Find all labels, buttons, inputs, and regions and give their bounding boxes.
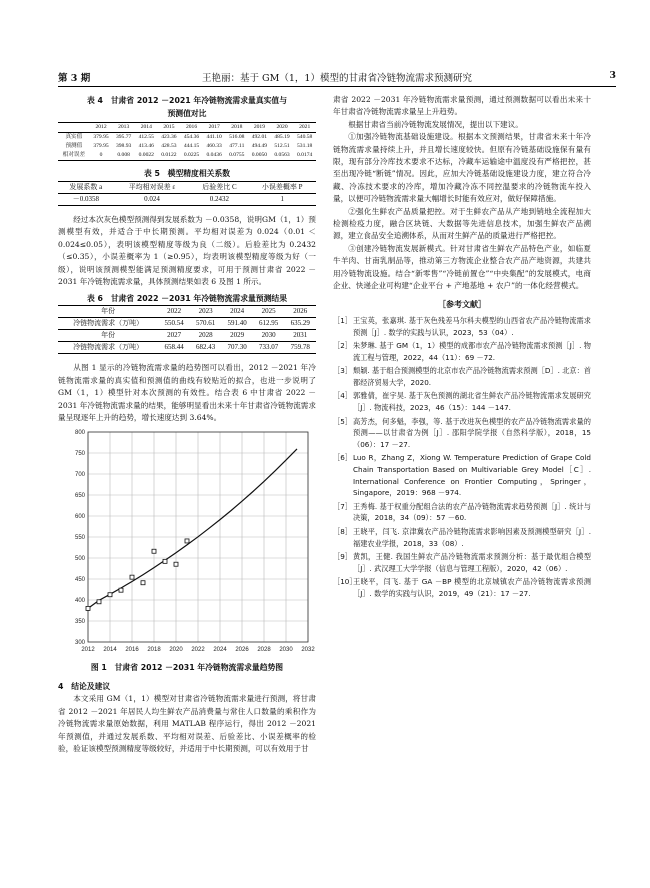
column-header: 平均相对误差 ε <box>128 183 176 191</box>
table5-header-row <box>58 182 316 194</box>
table-cell: 591.40 <box>227 319 247 328</box>
table4-year: 2014 <box>140 124 152 130</box>
x-tick-label: 2028 <box>257 647 271 654</box>
reference-number: ［2］ <box>333 341 352 351</box>
row-label: 冷链物流需求（万吨） <box>73 319 144 328</box>
table-row <box>58 151 316 161</box>
reference-number: ［9］ <box>333 552 352 562</box>
table-cell: 0.0174 <box>296 152 313 158</box>
table-cell: 441.10 <box>206 134 222 140</box>
y-tick-label: 800 <box>74 430 85 437</box>
running-title: 王艳丽：基于 GM（1，1）模型的甘肃省冷链物流需求预测研究 <box>202 73 472 84</box>
table-cell: 540.58 <box>296 134 313 140</box>
table-cell: 516.08 <box>229 134 245 140</box>
table6-year-row <box>58 306 316 318</box>
table-cell: 635.29 <box>290 319 310 328</box>
left-column <box>58 94 316 755</box>
table-cell: 0.0225 <box>183 152 200 158</box>
reference-item <box>333 365 591 388</box>
paragraph: 肃省 2022 －2031 年冷链物流需求量预测，通过预测数据可以看出未来十年甘肃省冷链物流需求量呈上升趋势。 <box>333 95 591 117</box>
reference-item <box>333 526 591 549</box>
table-cell: 0.008 <box>117 152 130 158</box>
y-tick-label: 600 <box>74 514 85 521</box>
forecast-line <box>88 449 297 609</box>
table5-caption: 表 5 模型精度相关系数 <box>143 169 231 178</box>
reference-number: ［3］ <box>333 366 352 376</box>
table6-year-row <box>58 330 316 342</box>
y-tick-label: 300 <box>74 640 85 647</box>
y-tick-label: 400 <box>74 598 85 605</box>
table4-year: 2012 <box>95 124 107 130</box>
y-tick-label: 750 <box>74 451 85 458</box>
table-cell: 512.51 <box>274 143 290 149</box>
table-cell: 2022 <box>167 307 182 316</box>
reference-item <box>333 340 591 363</box>
x-tick-label: 2012 <box>81 647 95 654</box>
table-cell: 460.33 <box>206 143 222 149</box>
actual-point <box>130 576 134 580</box>
section-heading: 4 结论及建议 <box>58 681 111 691</box>
table-cell: 570.61 <box>195 319 216 328</box>
row-label: 预测值 <box>65 143 83 149</box>
table-cell: 2023 <box>198 307 213 316</box>
reference-text: 王晓平，闫飞. 京津冀农产品冷链物流需求影响因素及预测模型研究［J］. 福建农业学报，2018，33（08）. <box>353 527 591 548</box>
table6-caption: 表 6 甘肃省 2022 －2031 年冷链物流需求量预测结果 <box>86 294 288 304</box>
table4-year: 2018 <box>231 124 243 130</box>
table-cell: 733.07 <box>259 343 279 352</box>
table-row <box>58 318 316 330</box>
y-tick-label: 700 <box>74 472 85 479</box>
table4-year: 2015 <box>163 124 175 130</box>
x-tick-label: 2014 <box>103 647 117 654</box>
x-tick-label: 2016 <box>125 647 139 654</box>
actual-point <box>141 581 145 585</box>
table-cell: 428.53 <box>161 143 177 149</box>
reference-item <box>333 551 591 574</box>
table-cell: 398.93 <box>115 143 132 149</box>
paragraph: ③创建冷链物流发展新模式。针对甘肃省生鲜农产品特色产业，如临夏牛羊肉、甘南乳制品等，推动第三方物流企业整合农产品产地资源，共建共用冷链物流设施。结合“新零售”“冷链前置仓”“中央集配”的发展模式，电商企业、快递企业可构建“企业平台 + 产地基地 + 农户”的一体化经营模式。 <box>333 243 591 291</box>
table4-year: 2019 <box>253 124 265 130</box>
actual-point <box>185 539 189 543</box>
row-label: 年份 <box>101 331 116 340</box>
y-tick-label: 500 <box>74 556 85 563</box>
reference-number: ［6］ <box>333 453 352 463</box>
trend-chart-svg <box>58 424 316 660</box>
reference-number: ［5］ <box>333 416 352 426</box>
actual-point <box>152 550 156 554</box>
table-cell: 0 <box>99 152 103 158</box>
reference-item <box>333 501 591 524</box>
table-cell: 0.0755 <box>229 152 245 158</box>
figure1-caption: 图 1 甘肃省 2012 －2031 年冷链物流需求量趋势图 <box>90 663 284 673</box>
paragraph: 经过本次灰色模型预测得到发展系数为 －0.0358，说明GM（1，1）预测模型有效，并适合于中长期预测。平均相对误差为 0.024（0.01 ＜0.024≤0.05），表明该模型精度等级为良（二级）。后验差比为 0.2432（≤0.35），小误差概率为 1（≥0.95），均表明该模型精度等级为好（一级），说明该预测模型能满足预测精度要求，可用于预测甘肃省 2022 －2031 年冷链物流需求量，具体预测结果如表 6 及图 1 所示。 <box>58 215 316 287</box>
reference-text: 郭雅倩，崔宇昊. 基于灰色预测的湖北省生鲜农产品冷链物流需求发展研究［J］. 物流科技，2023，46（15）：144 －147. <box>353 391 591 413</box>
x-tick-label: 2026 <box>235 647 249 654</box>
column-header: 后验差比 C <box>202 183 237 191</box>
table-cell: 444.15 <box>183 143 200 149</box>
row-label: 相对误差 <box>62 152 86 158</box>
reference-text: 高芳杰，何多魁，李强，等. 基于改进灰色模型的农产品冷链物流需求量的预测——以甘肃省为例［J］. 邵阳学院学报（自然科学版），2018，15（06）：17 －27. <box>353 416 591 449</box>
row-label: 冷链物流需求（万吨） <box>73 343 144 352</box>
table-cell: 0.0050 <box>251 152 268 158</box>
paragraph: 从图 1 显示的冷链物流需求量的趋势图可以看出，2012 －2021 年冷链物流需求量的真实值和预测值的曲线有较贴近的拟合，也进一步说明了 GM（1，1）模型针对本次预测的有效性。结合表 6 中甘肃省 2022 － 2031 年冷链物流需求量的结果，能够明显看出未来十年甘肃省冷链物流需求量呈现逐年上升的趋势，增长速度达到 3.64%。 <box>58 363 316 423</box>
actual-point <box>174 563 178 567</box>
paragraph: ②强化生鲜农产品质量把控。对于生鲜农产品从产地到销地全流程加大检测检疫力度，融合区块链、大数据等先进信息技术，加强生鲜农产品溯源，建立食品安全追溯体系，从而对生鲜产品的质量进行严格把控。 <box>333 206 591 241</box>
table-cell: 0.0436 <box>206 152 222 158</box>
actual-point <box>163 560 167 564</box>
table-cell: 612.95 <box>259 319 279 328</box>
table4 <box>58 122 316 161</box>
page-number: 3 <box>609 70 616 81</box>
y-tick-label: 650 <box>74 493 85 500</box>
table-cell: 531.18 <box>296 143 313 149</box>
table-cell: 2031 <box>293 331 308 340</box>
table-cell: 759.78 <box>290 343 310 352</box>
reference-number: ［1］ <box>333 315 352 325</box>
table-cell: 485.19 <box>274 134 290 140</box>
table-cell: 0.024 <box>144 195 160 203</box>
trend-chart <box>58 424 316 660</box>
table4-year: 2016 <box>185 124 198 130</box>
reference-text: 王宝英，张嘉琪. 基于灰色残差马尔科夫模型的山西省农产品冷链物流需求预测［J］. 数学的实践与认识，2023，53（04）. <box>353 315 591 337</box>
table-cell: 477.11 <box>229 143 245 149</box>
actual-point <box>97 600 101 604</box>
table-cell: 395.77 <box>115 134 132 140</box>
reference-list <box>333 315 591 600</box>
y-tick-label: 450 <box>74 577 85 584</box>
table-cell: 658.44 <box>164 343 184 352</box>
table-cell: 2025 <box>261 307 276 316</box>
table4-caption: 表 4 甘肃省 2012 －2021 年冷链物流需求量真实值与 预测值对比 <box>86 96 288 118</box>
right-column <box>333 94 591 602</box>
x-tick-label: 2020 <box>169 647 183 654</box>
table-cell: 2028 <box>198 331 213 340</box>
table4-year: 2020 <box>276 124 288 130</box>
actual-point <box>86 607 90 611</box>
table-cell: 412.55 <box>138 134 154 140</box>
table4-year: 2013 <box>118 124 130 130</box>
reference-item <box>333 452 591 498</box>
table-cell: 379.95 <box>93 134 109 140</box>
x-tick-label: 2032 <box>301 647 315 654</box>
table-cell: 707.30 <box>227 343 247 352</box>
reference-item <box>333 576 591 599</box>
table-cell: 1 <box>280 195 284 203</box>
reference-text: Luo R，Zhang Z，Xiong W. Temperature Prediction of Grape Cold Chain Transportation Based on Multivariable Grey Model［C］. International Conference on Frontier Computing，Springer，Singapore，2019：968 －974. <box>353 453 591 498</box>
reference-item <box>333 390 591 413</box>
x-tick-label: 2022 <box>191 647 205 654</box>
y-tick-label: 550 <box>74 535 85 542</box>
table-cell: 0.0122 <box>161 152 177 158</box>
reference-number: ［4］ <box>333 391 352 401</box>
reference-text: 王晓平，闫飞. 基于 GA －BP 模型的北京城镇农产品冷链物流需求预测［J］. 数学的实践与认识，2019，49（21）：17 －27. <box>353 577 591 598</box>
table-cell: 379.95 <box>93 143 109 149</box>
actual-point <box>119 589 123 593</box>
reference-text: 黄凯，王健. 我国生鲜农产品冷链物流需求预测分析：基于最优组合模型［J］. 武汉理工大学学报（信息与管理工程版），2020，42（06）. <box>353 552 591 573</box>
issue-number: 第 3 期 <box>58 73 91 84</box>
x-tick-label: 2030 <box>279 647 293 654</box>
table6 <box>58 305 316 354</box>
table-cell: 413.46 <box>138 143 154 149</box>
table-row <box>58 133 316 143</box>
reference-item <box>333 315 591 338</box>
reference-item <box>333 416 591 451</box>
column-header: 小误差概率 P <box>261 183 303 191</box>
table-cell: 2026 <box>293 307 308 316</box>
table5 <box>58 181 316 206</box>
table-cell: 494.49 <box>251 143 268 149</box>
table4-corner <box>58 123 90 133</box>
table-cell: 423.36 <box>161 134 177 140</box>
row-label: 年份 <box>101 307 116 316</box>
table-cell: 550.54 <box>164 319 184 328</box>
reference-text: 朱梦琳. 基于 GM（1，1）模型的成都市农产品冷链物流需求预测［J］. 物流工程与管理，2022，44（11）：69 －72. <box>353 341 591 362</box>
paragraph: 本文采用 GM（1，1）模型对甘肃省冷链物流需求量进行预测，将甘肃省 2012 －2021 年居民人均生鲜农产品消费量与常住人口数量的乘积作为冷链物流需求量原始数据，利用 MATLAB 程序运行，得出 2012 －2021 年预测值，并通过发展系数、平均相对误差、后验差比、小误差概率的检验，验证该模型预测精度等级较好，并适用于中长期预测，可以有效用于甘 <box>58 694 316 753</box>
table-cell: 2029 <box>230 331 245 340</box>
reference-text: 颓颖. 基于组合预测模型的北京市农产品冷链物流需求预测［D］. 北京：首都经济贸易大学，2020. <box>353 366 591 387</box>
header-rule <box>58 86 616 87</box>
table-row <box>58 342 316 354</box>
table-cell: 492.01 <box>251 134 268 140</box>
table-row <box>58 194 316 206</box>
table4-year: 2017 <box>208 124 220 130</box>
column-header: 发展系数 a <box>69 183 103 191</box>
table-cell: 2027 <box>167 331 182 340</box>
paragraph: 根据甘肃省当前冷链物流发展情况，提出以下建议。 <box>348 119 523 129</box>
row-label: 真实值 <box>65 134 83 140</box>
reference-number: ［7］ <box>333 501 352 511</box>
table-cell: 682.43 <box>195 343 216 352</box>
reference-text: 王秀梅. 基于权重分配组合法的农产品冷链物流需求趋势预测［J］. 统计与决策，2018，34（09）：57 －60. <box>353 501 591 523</box>
table-cell: 2024 <box>230 307 245 316</box>
y-tick-label: 350 <box>74 619 85 626</box>
x-tick-label: 2024 <box>213 647 227 654</box>
table-row <box>58 142 316 151</box>
table4-header-row <box>58 123 316 133</box>
table-cell: 0.0563 <box>274 152 290 158</box>
references-heading: ［参考文献］ <box>438 299 486 309</box>
table4-year: 2021 <box>299 124 311 130</box>
table-cell: 0.0022 <box>138 152 154 158</box>
table-cell: 454.36 <box>183 134 200 140</box>
actual-point <box>108 593 112 597</box>
x-tick-label: 2018 <box>147 647 161 654</box>
paragraph: ①加强冷链物流基础设施建设。根据本文预测结果，甘肃省未来十年冷链物流需求量持续上升，并且增长速度较快。但原有冷链基础设施保有量有限，现有部分冷库技术要求不达标，冷藏车运输途中温度没有严格把控，甚至出现冷链“断链”情况。因此，应加大冷链基础设施建设力度，建立符合冷藏、冷冻技术要求的冷库，增加冷藏冷冻不同控温要求的冷链物流车投入量，以便可冷链物流需求量大幅增长时能有效应对，做好保障措施。 <box>333 132 591 204</box>
table-cell: 2030 <box>261 331 276 340</box>
reference-number: ［8］ <box>333 527 352 536</box>
reference-number: ［10］ <box>333 577 357 587</box>
table-cell: －0.0358 <box>72 195 99 203</box>
table-cell: 0.2432 <box>209 195 230 203</box>
running-header <box>58 70 616 86</box>
